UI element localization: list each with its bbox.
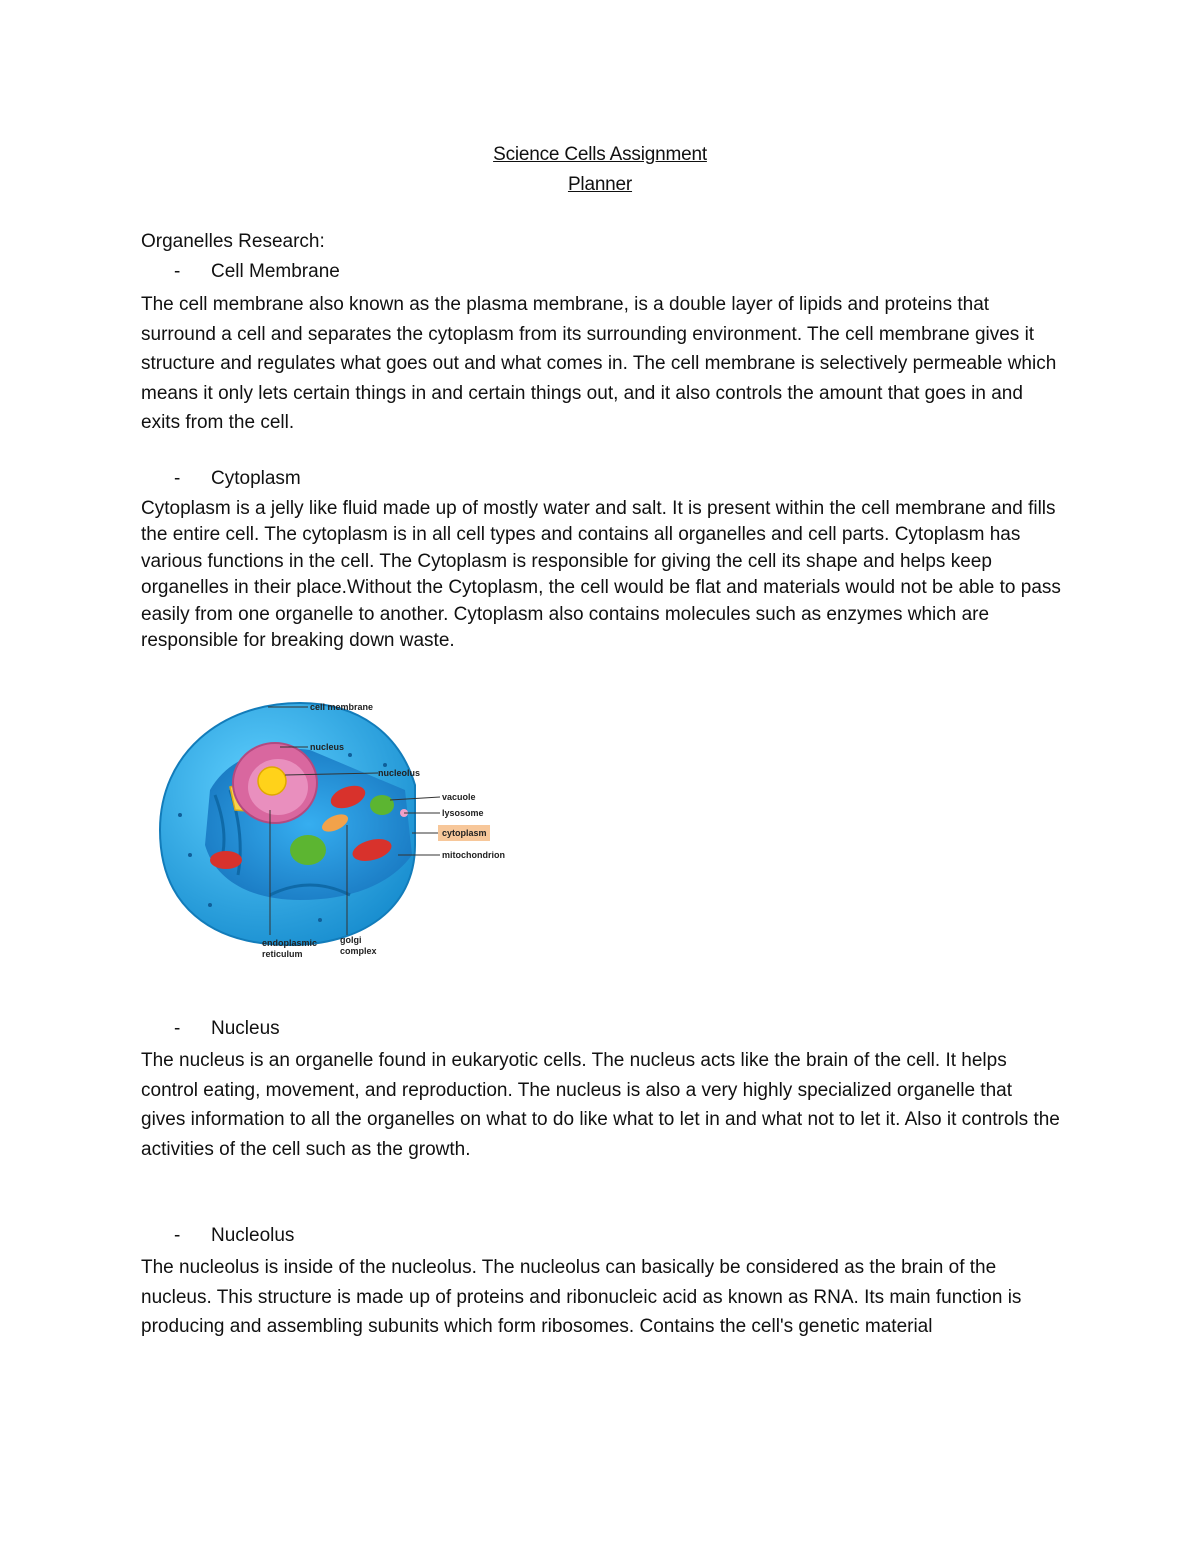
bullet-marker: - <box>174 261 181 282</box>
paragraph-cytoplasm: Cytoplasm is a jelly like fluid made up of mostly water and salt. It is present within the cell membrane and fills the entire cell. The cytoplasm is in all cell types and contains all organelles and cell parts. Cytoplasm has various functions in the cell. The Cytoplasm is responsible for giving the cell its shape and helps keep organelles in their place.Without the Cytoplasm, the cell would be flat and materials would not be able to pass easily from one organelle to another. Cytoplasm also contains molecules such as enzymes which are responsible for breaking down waste. <box>141 498 1061 652</box>
bullet-nucleus <box>174 1018 280 1040</box>
section-heading: Organelles Research: <box>141 231 325 252</box>
mitochondrion-3 <box>210 851 242 869</box>
paragraph-nucleus: The nucleus is an organelle found in eukaryotic cells. The nucleus acts like the brain of the cell. It helps control eating, movement, and reproduction. The nucleus is also a very highly specialized organelle that gives information to all the organelles on what to do like what to let in and what not to let it. Also it controls the activities of the cell such as the growth. <box>141 1050 1060 1160</box>
bullet-marker: - <box>174 1018 181 1039</box>
label-nucleus: nucleus <box>310 742 345 752</box>
bullet-marker: - <box>174 468 181 489</box>
animal-cell-diagram <box>150 695 510 965</box>
label-er-line1: endoplasmic <box>262 938 318 948</box>
bullet-label: Nucleolus <box>211 1225 295 1246</box>
label-mitochondrion: mitochondrion <box>442 850 505 860</box>
label-golgi-line2: complex <box>340 946 377 956</box>
label-cytoplasm: cytoplasm <box>442 828 487 838</box>
vacuole-2 <box>290 835 326 865</box>
bullet-marker: - <box>174 1225 181 1246</box>
vacuole-1 <box>370 795 394 815</box>
paragraph-nucleolus: The nucleolus is inside of the nucleolus. The nucleolus can basically be considered as the brain of the nucleus. This structure is made up of proteins and ribonucleic acid as known as RNA. Its main function is producing and assembling subunits which form ribosomes. Contains the cell's genetic material <box>141 1257 1022 1337</box>
bullet-label: Nucleus <box>211 1018 280 1039</box>
label-lysosome: lysosome <box>442 808 484 818</box>
paragraph-cell-membrane: The cell membrane also known as the plasma membrane, is a double layer of lipids and proteins that surround a cell and separates the cytoplasm from its surrounding environment. The cell membrane gives it structure and regulates what goes out and what comes in. The cell membrane is selectively permeable which means it only lets certain things in and certain things out, and it also controls the amount that goes in and exits from the cell. <box>141 294 1057 433</box>
bullet-label: Cell Membrane <box>211 261 340 282</box>
label-er-line2: reticulum <box>262 949 303 959</box>
bullet-label: Cytoplasm <box>211 468 301 489</box>
document-title: Science Cells Assignment <box>493 144 707 165</box>
document-subtitle: Planner <box>567 174 633 195</box>
bullet-cytoplasm <box>174 468 301 490</box>
label-vacuole: vacuole <box>442 792 476 802</box>
bullet-nucleolus <box>174 1225 294 1247</box>
label-golgi-line1: golgi <box>340 935 362 945</box>
label-nucleolus: nucleolus <box>378 768 421 778</box>
label-cell-membrane: cell membrane <box>310 702 374 712</box>
nucleolus-shape <box>258 767 286 795</box>
bullet-cell-membrane <box>174 261 340 283</box>
